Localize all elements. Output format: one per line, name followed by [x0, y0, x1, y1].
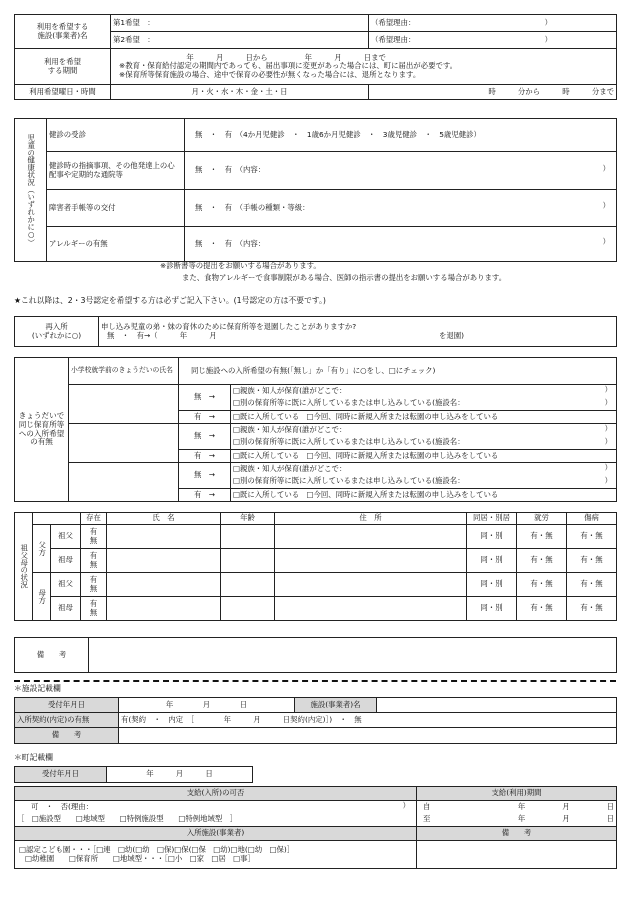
sibling-name-field[interactable]	[69, 385, 179, 424]
health-table	[14, 118, 617, 262]
wish1-reason[interactable]: （希望理由： ）	[369, 15, 617, 32]
exist-yes[interactable]: 有	[89, 598, 98, 608]
health-note-1: ※診断書等の提出をお願いする場合があります。	[160, 261, 321, 270]
name-field[interactable]	[107, 573, 221, 597]
request-table	[14, 14, 617, 100]
address-field[interactable]	[275, 573, 467, 597]
remarks-table	[14, 637, 617, 673]
period-line[interactable]: 年 月 日から 年 月 日まで	[179, 52, 386, 62]
maternal-label: 母方	[37, 589, 47, 604]
sibling-opt-other[interactable]: □別の保育所等に既に入所しているまたは申し込みしている(施設名：	[233, 398, 465, 408]
contract-label: 入所契約(内定)の有無	[15, 713, 119, 728]
cut-line	[14, 680, 616, 682]
health-value: 無 ・ 有 （内容：	[195, 165, 266, 175]
health-item: アレルギーの有無	[47, 227, 185, 262]
town-received-label: 受付年月日	[15, 767, 107, 783]
remarks-label: 備 考	[15, 638, 89, 673]
age-field[interactable]	[221, 573, 275, 597]
grandparents-side-label: 祖父母の状況	[19, 544, 29, 589]
sibling-opt-other[interactable]: □別の保育所等に既に入所しているまたは申し込みしている(施設名：	[233, 437, 465, 447]
period-from-date[interactable]: 年 月 日	[437, 801, 617, 814]
remarks-field[interactable]	[89, 638, 617, 673]
sibling-opt-relative[interactable]: □親族・知人が保育(誰がどこで：	[233, 463, 347, 473]
address-field[interactable]	[275, 525, 467, 549]
sibling-opt-relative[interactable]: □親族・知人が保育(誰がどこで：	[233, 385, 347, 395]
address-field[interactable]	[275, 549, 467, 573]
exist-yes[interactable]: 有	[89, 550, 98, 560]
period-label: 利用を希望 する期間	[15, 49, 111, 85]
live-toggle[interactable]: 同・別	[467, 597, 517, 621]
sibling-close: ）	[604, 385, 613, 394]
sibling-name-field[interactable]	[69, 463, 179, 502]
siblings-table	[14, 357, 617, 502]
sibling-yes[interactable]: 有 →	[179, 450, 231, 463]
period-from: 自	[417, 801, 437, 814]
period-note-1: ※教育・保育給付認定の期間内であっても、届出事項に変更があった場合には、町に届出が必要です。	[119, 61, 458, 71]
sibling-none[interactable]: 無 →	[179, 463, 231, 489]
age-field[interactable]	[221, 549, 275, 573]
facility-received-date[interactable]: 年 月 日	[119, 698, 295, 713]
health-item: 健診の受診	[47, 119, 185, 152]
grandmother-label: 祖母	[51, 549, 81, 573]
name-field[interactable]	[107, 525, 221, 549]
ill-toggle[interactable]: 有・無	[567, 573, 617, 597]
grandparents-table	[14, 512, 617, 621]
exist-toggle[interactable]	[81, 525, 107, 549]
work-toggle[interactable]: 有・無	[517, 549, 567, 573]
facility-title: ＊施設記載欄	[14, 684, 61, 693]
health-value[interactable]: 無 ・ 有 （4か月児健診 ・ 1歳6か月児健診 ・ 3歳児健診 ・ 5歳児健診）	[185, 119, 617, 152]
sibling-opt-other[interactable]: □別の保育所等に既に入所しているまたは申し込みしている(施設名：	[233, 476, 465, 486]
health-item: 健診時の指摘事項、その他発達上の心配事や定期的な通院等	[47, 151, 185, 190]
sibling-yes[interactable]: 有 →	[179, 489, 231, 502]
sibling-close: ）	[604, 475, 613, 485]
live-toggle[interactable]: 同・別	[467, 549, 517, 573]
work-toggle[interactable]: 有・無	[517, 573, 567, 597]
ill-toggle[interactable]: 有・無	[567, 597, 617, 621]
paternal-label: 父方	[37, 541, 47, 556]
wish2-field[interactable]: 第2希望 ：	[111, 32, 369, 49]
live-toggle[interactable]: 同・別	[467, 525, 517, 549]
sibling-yes[interactable]: 有 →	[179, 411, 231, 424]
approval-header: 支給(入所)の可否	[15, 787, 417, 801]
sibling-none[interactable]: 無 →	[179, 385, 231, 411]
period-note-2: ※保育所等保育施設の場合、途中で保育の必要性が無くなった場合には、退所となります。	[119, 69, 421, 79]
siblings-header: 同じ施設への入所希望の有無(「無し」か「有り」に○をし、□にチェック)	[179, 358, 617, 385]
approval-line[interactable]: 可 ・ 否(理由：	[31, 801, 94, 811]
reentry-question: 申し込み児童の弟・妹の育休のために保育所等を退園したことがありますか?	[101, 321, 357, 331]
health-note-2: また、食物アレルギーで食事制限がある場合、医師の指示書の提出をお願いする場合があります。	[182, 273, 507, 282]
header-work: 就労	[517, 513, 567, 525]
header-exist: 存在	[81, 513, 107, 525]
exist-no[interactable]: 無	[89, 607, 98, 617]
period-header: 支給(利用)期間	[417, 787, 617, 801]
other-facility-options[interactable]: □幼稚園 □保育所 □地域型・・・［□小 □家 □居 □事］	[25, 853, 255, 863]
days-options[interactable]: 月・火・水・木・金・土・日	[111, 85, 369, 100]
time-range[interactable]: 時 分から 時 分まで	[369, 85, 617, 100]
town-remarks-header: 備 考	[417, 827, 617, 841]
age-field[interactable]	[221, 597, 275, 621]
sibling-close: ）	[604, 424, 613, 433]
address-field[interactable]	[275, 597, 467, 621]
health-close: ）	[602, 237, 610, 247]
town-remarks-field[interactable]	[417, 841, 617, 869]
wish2-reason[interactable]: （希望理由： ）	[369, 32, 617, 49]
facility-name-field[interactable]	[377, 698, 617, 713]
sibling-opt-relative[interactable]: □親族・知人が保育(誰がどこで：	[233, 424, 347, 434]
exist-yes[interactable]: 有	[89, 526, 98, 536]
wish1-field[interactable]: 第1希望 ：	[111, 15, 369, 32]
town-received-date[interactable]: 年 月 日	[107, 767, 253, 783]
siblings-side-label: きょうだいで同じ保育所等への入所希望の有無	[15, 358, 69, 502]
health-close: ）	[602, 163, 610, 173]
days-label: 利用希望曜日・時間	[15, 85, 111, 100]
ill-toggle[interactable]: 有・無	[567, 549, 617, 573]
grandfather-label: 祖父	[51, 573, 81, 597]
header-live: 同居・別居	[467, 513, 517, 525]
name-field[interactable]	[107, 597, 221, 621]
contract-value[interactable]: 有(契約 ・ 内定 ［ 年 月 日契約(内定)］) ・ 無	[119, 713, 617, 728]
approval-close: ）	[402, 801, 410, 810]
reentry-table	[14, 316, 617, 347]
exist-yes[interactable]: 有	[89, 574, 98, 584]
exist-no[interactable]: 無	[89, 535, 98, 545]
header-address: 住 所	[275, 513, 467, 525]
health-close: ）	[602, 201, 610, 211]
live-toggle[interactable]: 同・別	[467, 573, 517, 597]
town-table	[14, 786, 617, 869]
exist-no[interactable]: 無	[89, 559, 98, 569]
sibling-opt-already[interactable]: □既に入所している □今回、同時に新規入所または転園の申し込みをしている	[231, 489, 617, 502]
header-name: 氏 名	[107, 513, 221, 525]
health-value: 無 ・ 有 （内容：	[195, 238, 266, 248]
sibling-opt-already[interactable]: □既に入所している □今回、同時に新規入所または転園の申し込みをしている	[231, 450, 617, 463]
kodomoen-options[interactable]: □認定こども園・・・［□連 □幼(□幼 □保)□保(□保 □幼)□地(□幼 □保)］	[19, 844, 295, 854]
sibling-close: ）	[604, 397, 613, 407]
facility-remarks-field[interactable]	[119, 728, 617, 744]
sibling-none[interactable]: 無 →	[179, 424, 231, 450]
sibling-close: ）	[604, 436, 613, 446]
town-title: ＊町記載欄	[14, 753, 53, 762]
health-side-label: 児童の健康状況（いずれかに○）	[26, 133, 36, 247]
age-field[interactable]	[221, 525, 275, 549]
facility-name-label: 施設(事業者)名	[295, 698, 377, 713]
facility-received-label: 受付年月日	[15, 698, 119, 713]
wish-label: 利用を希望する 施設(事業者)名	[15, 15, 111, 49]
reentry-label: 再入所 (いずれかに○)	[15, 317, 99, 347]
health-value: 無 ・ 有 （手帳の種類・等級：	[195, 203, 310, 213]
facility-remarks-label: 備 考	[15, 728, 119, 744]
name-field[interactable]	[107, 549, 221, 573]
sibling-opt-already[interactable]: □既に入所している □今回、同時に新規入所または転園の申し込みをしている	[231, 411, 617, 424]
health-item: 障害者手帳等の交付	[47, 190, 185, 227]
entry-facility-header: 入所施設(事業者)	[15, 827, 417, 841]
siblings-name-header: 小学校就学前のきょうだいの氏名	[69, 358, 179, 385]
sibling-close: ）	[604, 463, 613, 472]
header-ill: 傷病	[567, 513, 617, 525]
notice-text: ★これ以降は、2・3号認定を希望する方は必ずご記入下さい。(1号認定の方は不要です。)	[14, 296, 326, 305]
period-to: 至	[417, 814, 437, 827]
town-received-table	[14, 766, 253, 783]
work-toggle[interactable]: 有・無	[517, 525, 567, 549]
header-age: 年齢	[221, 513, 275, 525]
reentry-answer-end: を退園)	[439, 331, 465, 340]
work-toggle[interactable]: 有・無	[517, 597, 567, 621]
period-to-date[interactable]: 年 月 日	[437, 814, 617, 827]
sibling-name-field[interactable]	[69, 424, 179, 463]
exist-toggle[interactable]	[81, 597, 107, 621]
facility-table	[14, 697, 617, 744]
grandfather-label: 祖父	[51, 525, 81, 549]
ill-toggle[interactable]: 有・無	[567, 525, 617, 549]
exist-toggle[interactable]	[81, 549, 107, 573]
reentry-answer[interactable]: 無 ・ 有→（ 年 月	[107, 330, 217, 340]
exist-toggle[interactable]	[81, 573, 107, 597]
exist-no[interactable]: 無	[89, 583, 98, 593]
grandmother-label: 祖母	[51, 597, 81, 621]
facility-types[interactable]: ［ □施設型 □地域型 □特例施設型 □特例地域型 ］	[15, 814, 417, 827]
